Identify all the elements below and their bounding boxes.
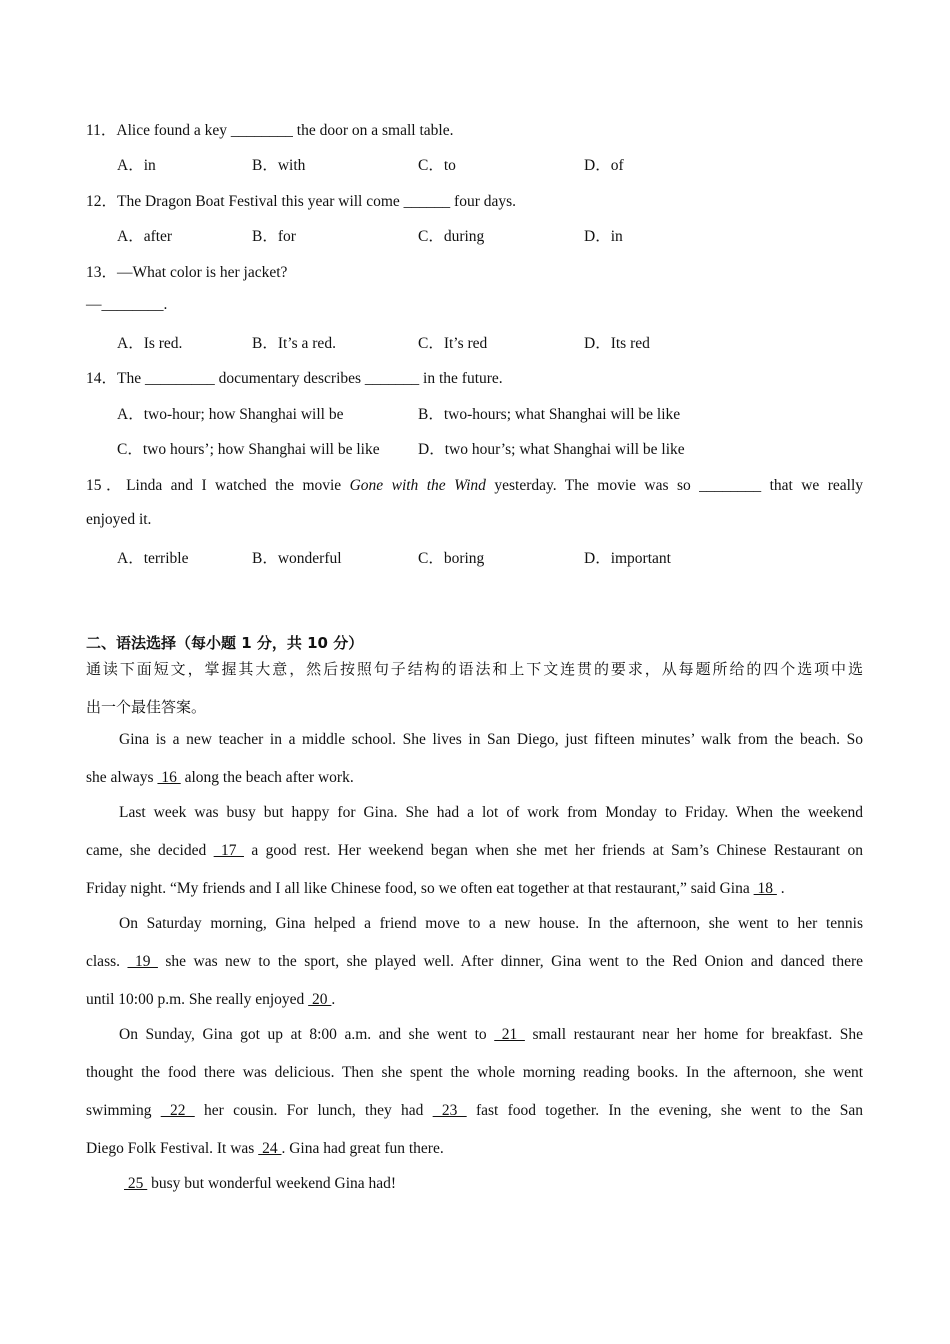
question-12-option-c: C．during (418, 228, 485, 245)
passage-text: her cousin. For lunch, they had (204, 1102, 424, 1119)
question-11-option-a: A．in (117, 157, 156, 174)
question-13-response: —________. (86, 296, 168, 313)
passage-text: busy but wonderful weekend Gina had! (151, 1175, 397, 1192)
passage-text: Friday night. “My friends and I all like Chinese food, so we often eat together at that restaurant,” said Gina (86, 880, 750, 897)
passage-p4-line-3 (86, 1102, 863, 1120)
passage-text: she was new to the sport, she played well. After dinner, Gina went to the Red Onion and danced there (165, 953, 864, 970)
passage-p4-line-2: thought the food there was delicious. Then she spent the whole morning reading books. In the afternoon, she went (86, 1064, 863, 1081)
blank-21: 21 (494, 1026, 525, 1043)
passage-text: class. (86, 953, 121, 970)
question-15-stem-start: 15．Linda and I watched the movie (86, 477, 342, 494)
question-11-stem: 11．Alice found a key ________ the door on a small table. (86, 122, 454, 139)
question-11-option-d: D．of (584, 157, 624, 174)
question-11-option-b: B．with (252, 157, 306, 174)
question-13-option-c: C．It’s red (418, 335, 488, 352)
question-15-stem (86, 473, 863, 495)
passage-p2-line-1: Last week was busy but happy for Gina. She had a lot of work from Monday to Friday. When the weekend (119, 804, 863, 821)
passage-p4-line-1 (119, 1026, 863, 1044)
question-11-option-c: C．to (418, 157, 456, 174)
question-14-option-c: C．two hours’; how Shanghai will be like (117, 441, 380, 458)
blank-23: 23 (432, 1102, 467, 1119)
blank-24: 24 (258, 1140, 282, 1157)
question-14-option-b: B．two-hours; what Shanghai will be like (418, 406, 681, 423)
question-15-stem-continued: enjoyed it. (86, 511, 152, 528)
passage-text: along the beach after work. (184, 769, 354, 786)
blank-22: 22 (160, 1102, 195, 1119)
passage-text: swimming (86, 1102, 152, 1119)
question-12-option-b: B．for (252, 228, 296, 245)
passage-p2-line-3 (86, 880, 785, 898)
blank-19: 19 (127, 953, 158, 970)
passage-text: . (780, 880, 785, 897)
question-12-stem: 12．The Dragon Boat Festival this year will come ______ four days. (86, 193, 517, 210)
passage-text: . (331, 991, 336, 1008)
passage-text: fast food together. In the evening, she went to the San (475, 1102, 864, 1119)
question-12-option-d: D．in (584, 228, 623, 245)
question-13-stem: 13．—What color is her jacket? (86, 264, 288, 281)
question-13-option-b: B．It’s a red. (252, 335, 336, 352)
blank-16: 16 (157, 769, 181, 786)
section-title: 二、语法选择（每小题 1 分，共 10 分） (86, 634, 364, 652)
question-15-option-a: A．terrible (117, 550, 189, 567)
blank-17: 17 (213, 842, 244, 859)
passage-p3-line-2 (86, 953, 863, 971)
section-instruction-line-2: 出一个最佳答案。 (86, 698, 207, 716)
passage-text: she always (86, 769, 154, 786)
passage-text: . Gina had great fun there. (281, 1140, 444, 1157)
passage-p1-line-2 (86, 769, 354, 787)
passage-text: until 10:00 p.m. She really enjoyed (86, 991, 305, 1008)
question-15-option-d: D．important (584, 550, 671, 567)
blank-25: 25 (124, 1175, 148, 1192)
passage-p3-line-1: On Saturday morning, Gina helped a friend move to a new house. In the afternoon, she went to her tennis (119, 915, 863, 932)
movie-title: Gone with the Wind (349, 477, 486, 494)
passage-text: came, she decided (86, 842, 207, 859)
question-13-option-d: D．Its red (584, 335, 650, 352)
passage-p1-line-1: Gina is a new teacher in a middle school. She lives in San Diego, just fifteen minutes’ walk from the beach. So (119, 731, 863, 748)
blank-18: 18 (753, 880, 777, 897)
passage-p3-line-3 (86, 991, 335, 1009)
passage-p5-line-1 (124, 1175, 396, 1193)
question-14-stem: 14．The _________ documentary describes _______ in the future. (86, 370, 503, 387)
passage-p2-line-2 (86, 842, 863, 860)
passage-p4-line-4 (86, 1140, 444, 1158)
question-14-option-a: A．two-hour; how Shanghai will be (117, 406, 344, 423)
question-13-option-a: A．Is red. (117, 335, 183, 352)
section-instruction-line-1: 通读下面短文，掌握其大意，然后按照句子结构的语法和上下文连贯的要求，从每题所给的四个选项中选 (86, 660, 863, 678)
question-14-option-d: D．two hour’s; what Shanghai will be like (418, 441, 685, 458)
passage-text: Diego Folk Festival. It was (86, 1140, 255, 1157)
question-15-option-b: B．wonderful (252, 550, 342, 567)
question-15-option-c: C．boring (418, 550, 485, 567)
passage-text: small restaurant near her home for breakfast. She (532, 1026, 864, 1043)
question-12-option-a: A．after (117, 228, 173, 245)
blank-20: 20 (308, 991, 332, 1008)
passage-text: On Sunday, Gina got up at 8:00 a.m. and she went to (119, 1026, 487, 1043)
passage-text: a good rest. Her weekend began when she met her friends at Sam’s Chinese Restaurant on (251, 842, 864, 859)
question-15-stem-end: yesterday. The movie was so ________ that we really (494, 477, 864, 494)
